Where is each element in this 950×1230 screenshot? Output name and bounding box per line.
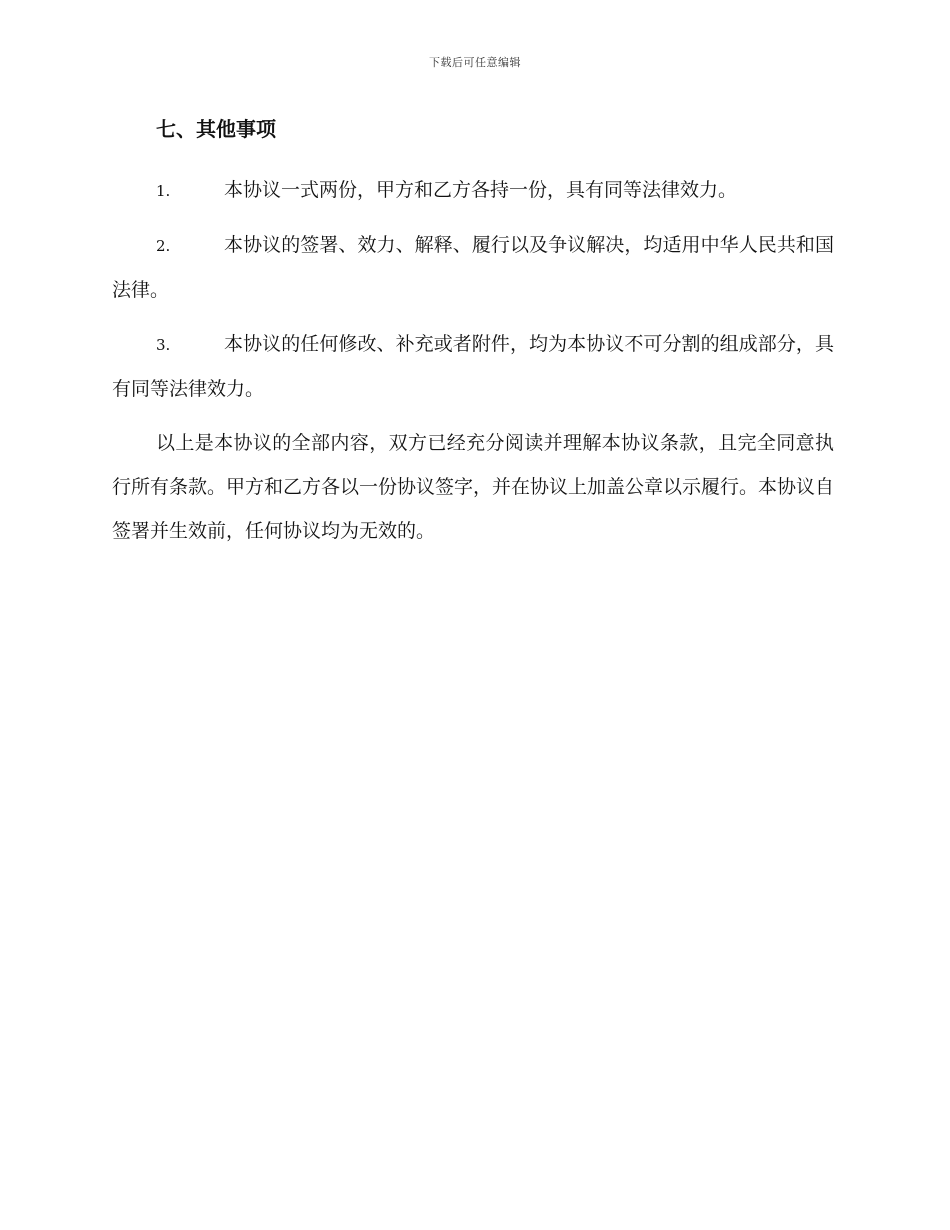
- page-header-note: 下载后可任意编辑: [429, 56, 521, 69]
- document-body: [112, 112, 834, 553]
- section-heading: 七、其他事项: [156, 117, 276, 141]
- clause-1: [112, 168, 834, 213]
- clause-text: 本协议的签署、效力、解释、履行以及争议解决，均适用中华人民共和国法律。: [112, 234, 834, 301]
- clause-number: 1.: [156, 182, 171, 200]
- clause-number: 2.: [156, 237, 171, 255]
- clause-number: 3.: [156, 336, 171, 354]
- clause-text: 本协议一式两份，甲方和乙方各持一份，具有同等法律效力。: [224, 179, 738, 201]
- closing-paragraph: 以上是本协议的全部内容，双方已经充分阅读并理解本协议条款，且完全同意执行所有条款。甲方和乙方各以一份协议签字，并在协议上加盖公章以示履行。本协议自签署并生效前，任何协议均为无效的。: [112, 432, 835, 542]
- clause-text: 本协议的任何修改、补充或者附件，均为本协议不可分割的组成部分，具有同等法律效力。: [112, 333, 834, 400]
- clause-3: [112, 322, 834, 411]
- clause-2: [112, 223, 834, 312]
